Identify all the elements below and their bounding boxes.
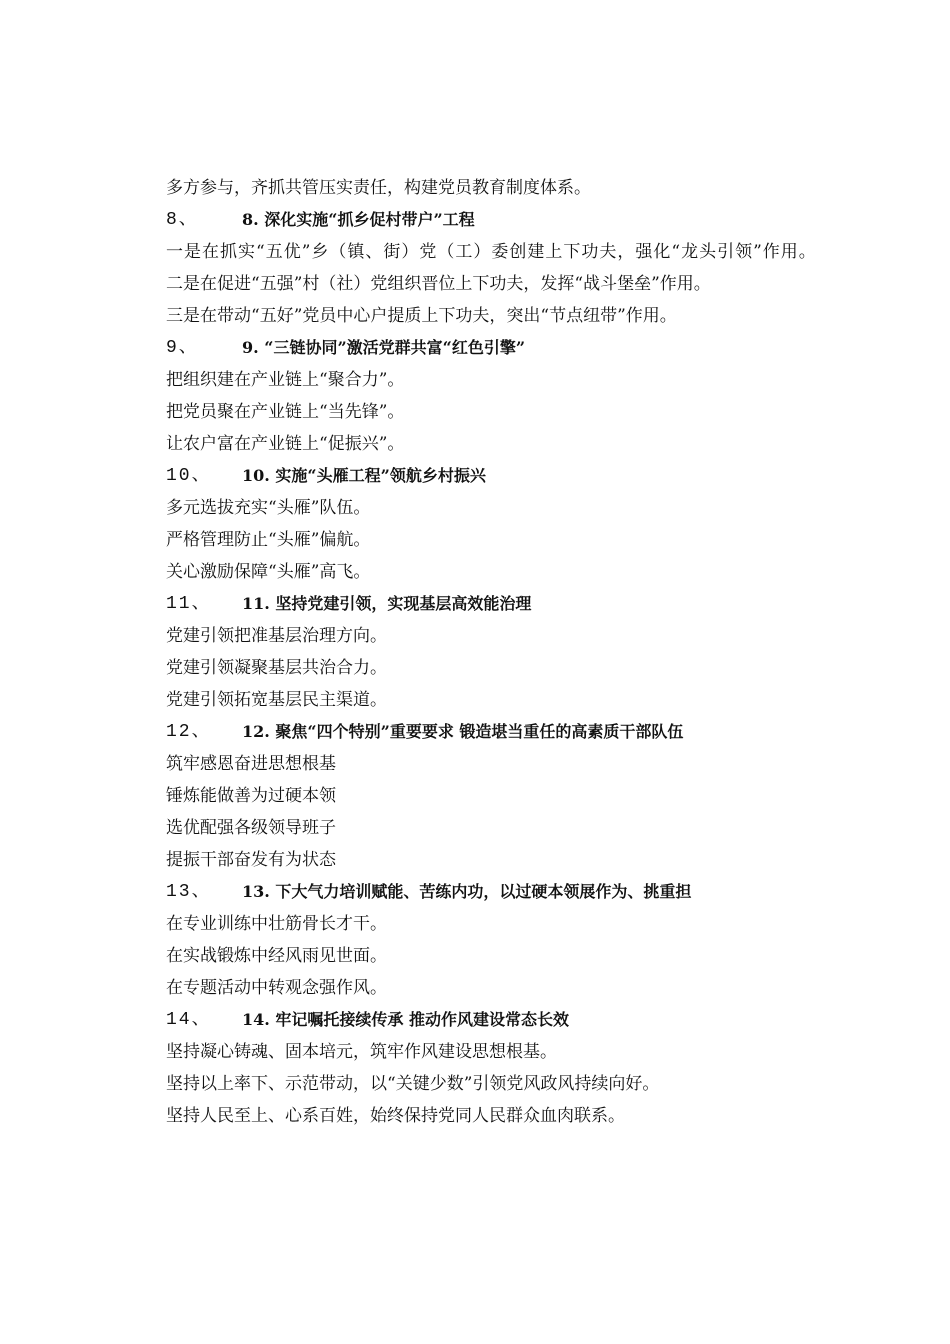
section-heading-10 bbox=[128, 460, 832, 492]
list-item: 严格管理防止“头雁”偏航。 bbox=[166, 530, 371, 550]
list-item: 二是在促进“五强”村（社）党组织晋位上下功夫，发挥“战斗堡垒”作用。 bbox=[166, 274, 711, 294]
section-title: 14. 牢记嘱托接续传承 推动作风建设常态长效 bbox=[242, 1010, 569, 1029]
list-item: 坚持以上率下、示范带动，以“关键少数”引领党风政风持续向好。 bbox=[166, 1074, 660, 1094]
section-heading-8 bbox=[128, 204, 832, 236]
section-title: 8. 深化实施“抓乡促村带户”工程 bbox=[242, 210, 475, 229]
list-item: 坚持人民至上、心系百姓，始终保持党同人民群众血肉联系。 bbox=[166, 1106, 625, 1126]
section-paragraph: 一是在抓实“五优”乡（镇、街）党（工）委创建上下功夫，强化“龙头引领”作用。 bbox=[166, 242, 817, 262]
list-item: 把党员聚在产业链上“当先锋”。 bbox=[166, 402, 405, 422]
list-item: 让农户富在产业链上“促振兴”。 bbox=[166, 434, 405, 454]
section-heading-9 bbox=[128, 332, 832, 364]
section-title: 10. 实施“头雁工程”领航乡村振兴 bbox=[242, 466, 486, 485]
section-number: 14、 bbox=[166, 1010, 212, 1030]
section-title: 11. 坚持党建引领，实现基层高效能治理 bbox=[242, 594, 532, 613]
section-title: 13. 下大气力培训赋能、苦练内功，以过硬本领展作为、挑重担 bbox=[242, 882, 692, 901]
section-number: 13、 bbox=[166, 882, 212, 902]
section-heading-14 bbox=[128, 1004, 832, 1036]
section-number: 11、 bbox=[166, 594, 212, 614]
list-item: 筑牢感恩奋进思想根基 bbox=[166, 754, 336, 774]
section-number: 10、 bbox=[166, 466, 212, 486]
list-item: 把组织建在产业链上“聚合力”。 bbox=[166, 370, 405, 390]
list-item: 三是在带动“五好”党员中心户提质上下功夫，突出“节点纽带”作用。 bbox=[166, 306, 677, 326]
list-item: 多元选拔充实“头雁”队伍。 bbox=[166, 498, 371, 518]
list-item: 在专题活动中转观念强作风。 bbox=[166, 978, 387, 998]
document-body bbox=[128, 172, 832, 1132]
section-heading-13 bbox=[128, 876, 832, 908]
list-item: 提振干部奋发有为状态 bbox=[166, 850, 336, 870]
list-item: 在专业训练中壮筋骨长才干。 bbox=[166, 914, 387, 934]
list-item: 选优配强各级领导班子 bbox=[166, 818, 336, 838]
section-number: 12、 bbox=[166, 722, 212, 742]
list-item: 关心激励保障“头雁”高飞。 bbox=[166, 562, 371, 582]
list-item: 锤炼能做善为过硬本领 bbox=[166, 786, 336, 806]
list-item: 党建引领把准基层治理方向。 bbox=[166, 626, 387, 646]
list-item: 坚持凝心铸魂、固本培元，筑牢作风建设思想根基。 bbox=[166, 1042, 557, 1062]
section-number: 9、 bbox=[166, 338, 199, 358]
section-title: 9. “三链协同”激活党群共富“红色引擎” bbox=[242, 338, 526, 357]
opening-line: 多方参与，齐抓共管压实责任，构建党员教育制度体系。 bbox=[166, 178, 591, 198]
section-heading-11 bbox=[128, 588, 832, 620]
list-item: 党建引领拓宽基层民主渠道。 bbox=[166, 690, 387, 710]
section-number: 8、 bbox=[166, 210, 199, 230]
section-title: 12. 聚焦“四个特别”重要要求 锻造堪当重任的高素质干部队伍 bbox=[242, 722, 684, 741]
list-item: 党建引领凝聚基层共治合力。 bbox=[166, 658, 387, 678]
section-heading-12 bbox=[128, 716, 832, 748]
list-item: 在实战锻炼中经风雨见世面。 bbox=[166, 946, 387, 966]
